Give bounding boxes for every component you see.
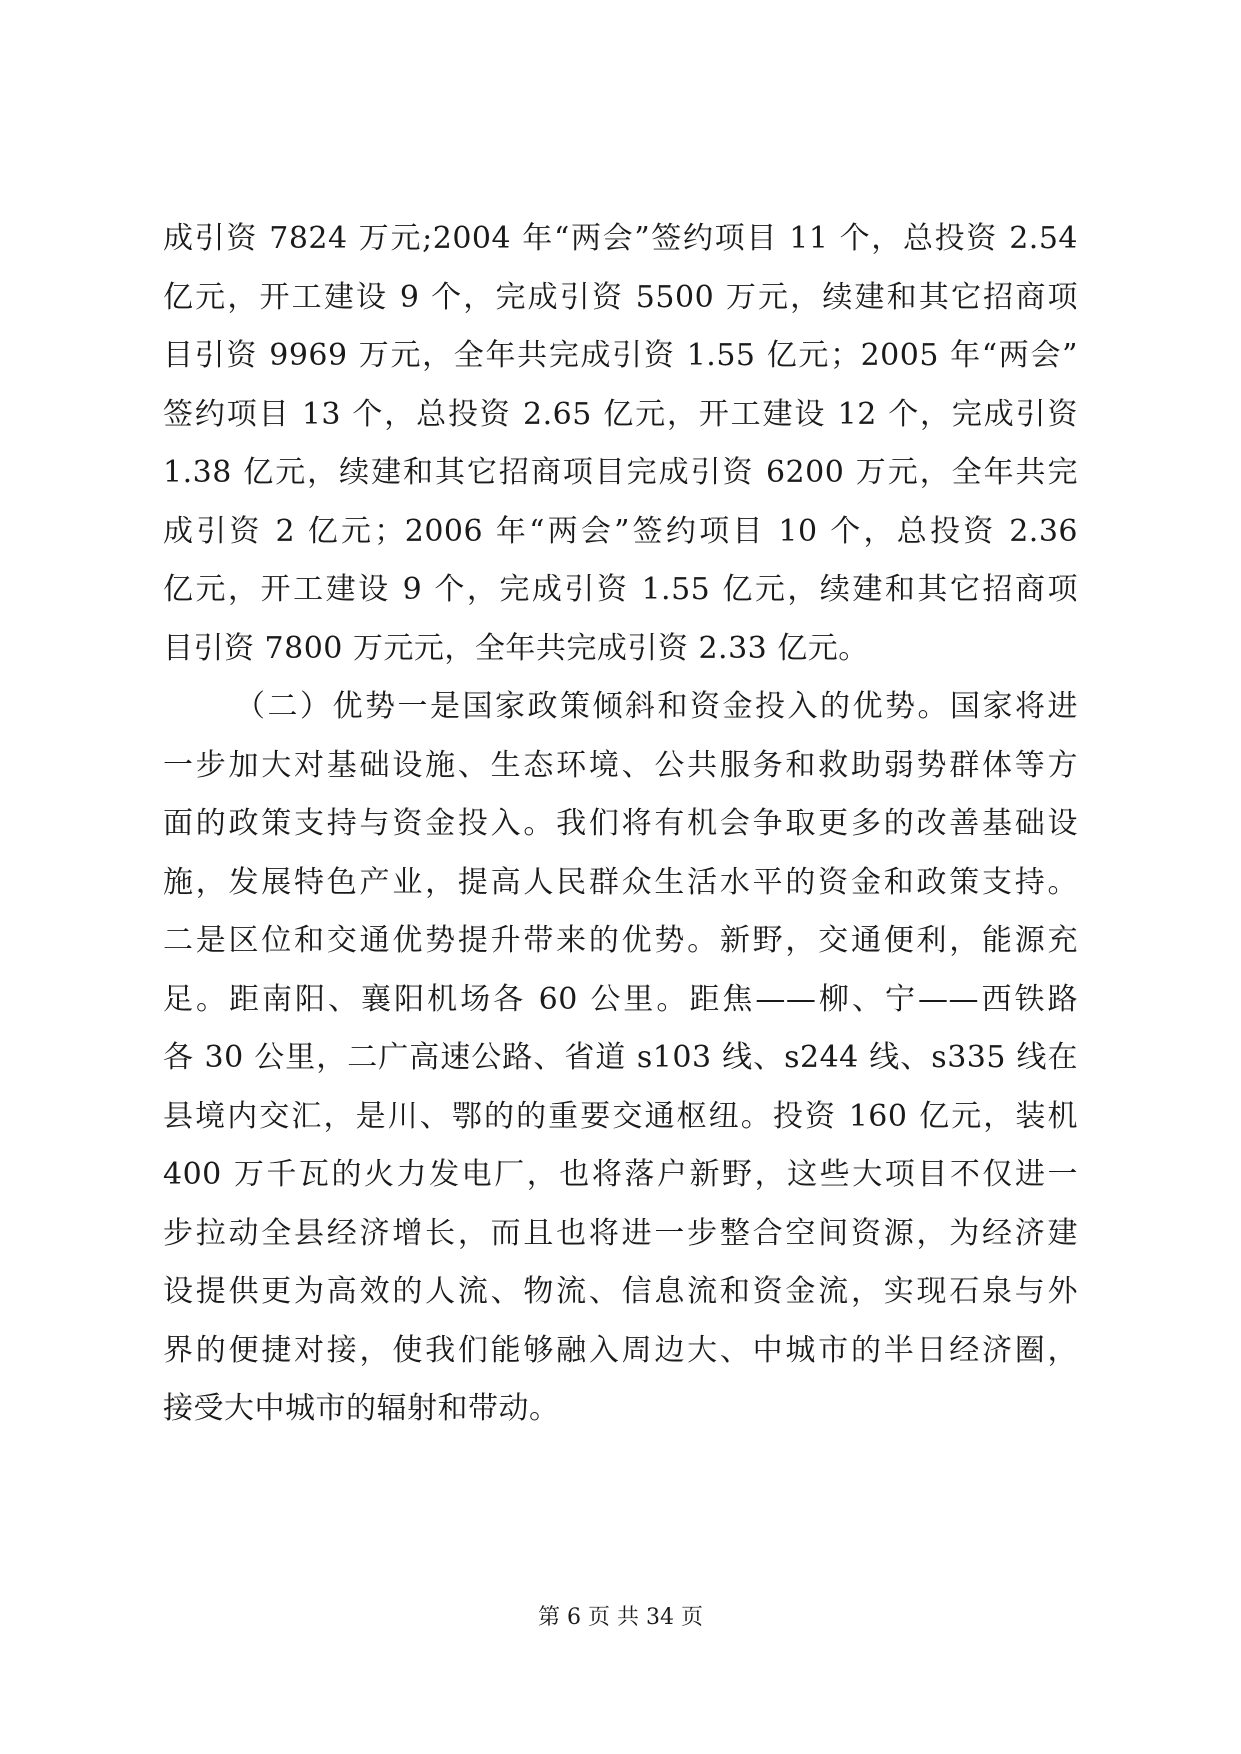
body-text xyxy=(163,210,1078,1439)
text-line: 界的便捷对接，使我们能够融入周边大、中城市的半日经济圈， xyxy=(163,1332,1078,1368)
text-line: 签约项目 13 个，总投资 2.65 亿元，开工建设 12 个，完成引资 xyxy=(163,396,1078,432)
text-line: 目引资 7800 万元元，全年共完成引资 2.33 亿元。 xyxy=(163,630,869,666)
text-line: 目引资 9969 万元，全年共完成引资 1.55 亿元；2005 年“两会” xyxy=(163,338,1078,373)
text-line: 亿元，开工建设 9 个，完成引资 1.55 亿元，续建和其它招商项 xyxy=(163,572,1078,607)
text-line: 二是区位和交通优势提升带来的优势。新野，交通便利，能源充 xyxy=(163,923,1078,958)
text-line: 面的政策支持与资金投入。我们将有机会争取更多的改善基础设 xyxy=(163,806,1078,841)
text-line: 步拉动全县经济增长，而且也将进一步整合空间资源，为经济建 xyxy=(163,1215,1078,1251)
text-line: 接受大中城市的辐射和带动。 xyxy=(163,1391,560,1426)
text-line: 1.38 亿元，续建和其它招商项目完成引资 6200 万元，全年共完 xyxy=(163,455,1078,490)
text-line: 亿元，开工建设 9 个，完成引资 5500 万元，续建和其它招商项 xyxy=(163,279,1078,315)
text-line: 成引资 2 亿元；2006 年“两会”签约项目 10 个，总投资 2.36 xyxy=(163,513,1078,549)
text-line: 施，发展特色产业，提高人民群众生活水平的资金和政策支持。 xyxy=(163,864,1078,900)
page-number-footer: 第 6 页 共 34 页 xyxy=(538,1605,703,1630)
text-line: 各 30 公里，二广高速公路、省道 s103 线、s244 线、s335 线在 xyxy=(163,1040,1078,1075)
paragraph-start-line: （二）优势一是国家政策倾斜和资金投入的优势。国家将进 xyxy=(235,689,1078,724)
text-line: 400 万千瓦的火力发电厂，也将落户新野，这些大项目不仅进一 xyxy=(163,1157,1078,1192)
text-line: 足。距南阳、襄阳机场各 60 公里。距焦——柳、宁——西铁路 xyxy=(163,981,1078,1017)
text-line: 设提供更为高效的人流、物流、信息流和资金流，实现石泉与外 xyxy=(163,1274,1078,1309)
text-line: 县境内交汇，是川、鄂的的重要交通枢纽。投资 160 亿元，装机 xyxy=(163,1098,1078,1134)
text-line: 一步加大对基础设施、生态环境、公共服务和救助弱势群体等方 xyxy=(163,747,1078,783)
text-line: 成引资 7824 万元;2004 年“两会”签约项目 11 个，总投资 2.54 xyxy=(163,221,1078,256)
